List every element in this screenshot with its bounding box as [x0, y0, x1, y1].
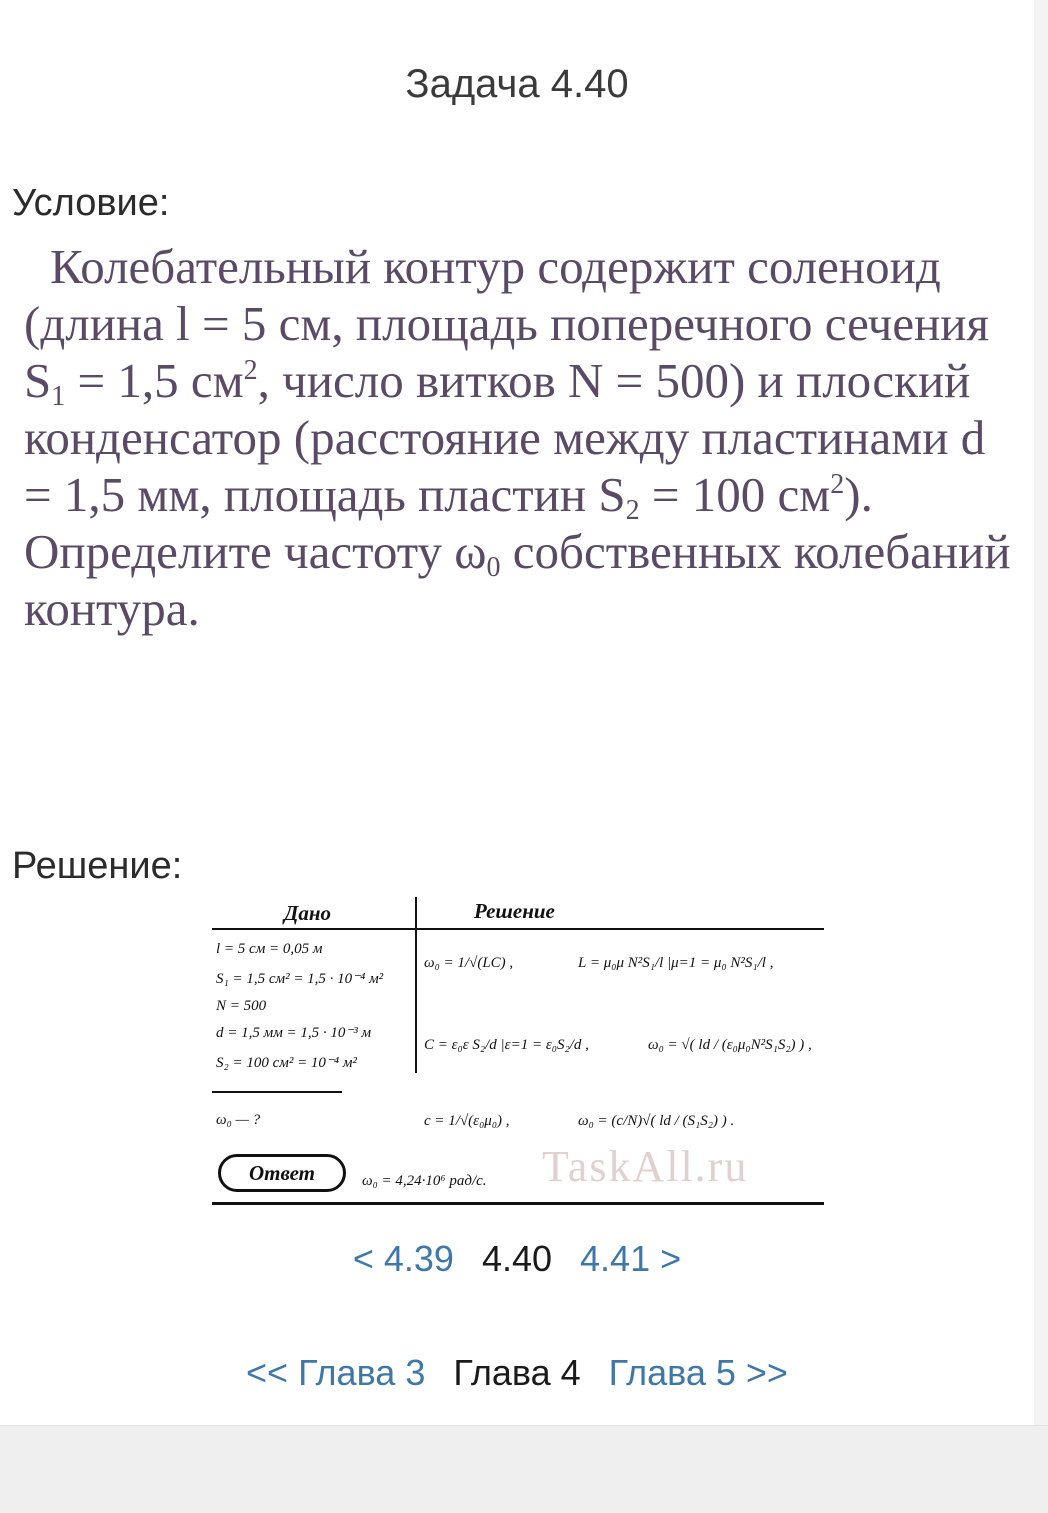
- next-task-link[interactable]: 4.41 >: [580, 1238, 682, 1279]
- current-task: 4.40: [481, 1238, 553, 1279]
- formula: ω₀ = (c/N)√( ld / (S₁S₂) ) .: [578, 1113, 735, 1129]
- formula: L = μ₀μ N²S₁/l |μ=1 = μ₀ N²S₁/l ,: [578, 955, 774, 971]
- unknown-item: ω₀ — ?: [216, 1112, 261, 1128]
- given-item: S₁ = 1,5 см² = 1,5 · 10⁻⁴ м²: [216, 971, 384, 987]
- condition-label: Условие:: [12, 182, 170, 224]
- unknown-rule: [212, 1091, 342, 1093]
- current-chapter: Глава 4: [453, 1352, 581, 1393]
- footer-band: [0, 1425, 1048, 1513]
- given-item: N = 500: [216, 998, 267, 1014]
- solution-image: [212, 895, 824, 1210]
- given-item: d = 1,5 мм = 1,5 · 10⁻³ м: [216, 1025, 372, 1041]
- given-item: S₂ = 100 см² = 10⁻⁴ м²: [216, 1055, 357, 1071]
- answer-badge: Ответ: [218, 1154, 346, 1192]
- task-nav: [0, 1238, 1034, 1280]
- formula: ω₀ = √( ld / (ε₀μ₀N²S₁S₂) ) ,: [648, 1037, 812, 1053]
- problem-text: Колебательный контур содержит соленоид (длина l = 5 см, площадь поперечного сечения $S_1 = 1,5$ $см^2$, число витков N = 500) и плоский конденсатор (расстояние между пластинами d = 1,5 мм, площадь пластин $S_2 = 100$ $см^2$). Определите частоту $\omega_0$ собственных колебаний контура.: [24, 239, 1011, 636]
- formula: ω₀ = 1/√(LC) ,: [424, 955, 514, 971]
- formula: C = ε₀ε S₂/d |ε=1 = ε₀S₂/d ,: [424, 1037, 589, 1053]
- page-edge: [1034, 0, 1048, 1512]
- solution-header: Решение: [474, 899, 555, 923]
- given-item: l = 5 см = 0,05 м: [216, 941, 323, 957]
- chapter-nav: [0, 1352, 1034, 1394]
- given-header: Дано: [284, 901, 332, 925]
- header-rule: [212, 928, 824, 930]
- prev-chapter-link[interactable]: << Глава 3: [246, 1352, 426, 1393]
- watermark: TaskAll.ru: [542, 1142, 749, 1191]
- column-divider: [415, 897, 417, 1073]
- next-chapter-link[interactable]: Глава 5 >>: [608, 1352, 788, 1393]
- solution-label: Решение:: [12, 845, 183, 887]
- prev-task-link[interactable]: < 4.39: [352, 1238, 454, 1279]
- answer-rule: [212, 1202, 824, 1205]
- page-title: Задача 4.40: [405, 62, 629, 106]
- answer-value: ω₀ = 4,24·10⁶ рад/с.: [362, 1173, 487, 1189]
- formula: c = 1/√(ε₀μ₀) ,: [424, 1113, 510, 1129]
